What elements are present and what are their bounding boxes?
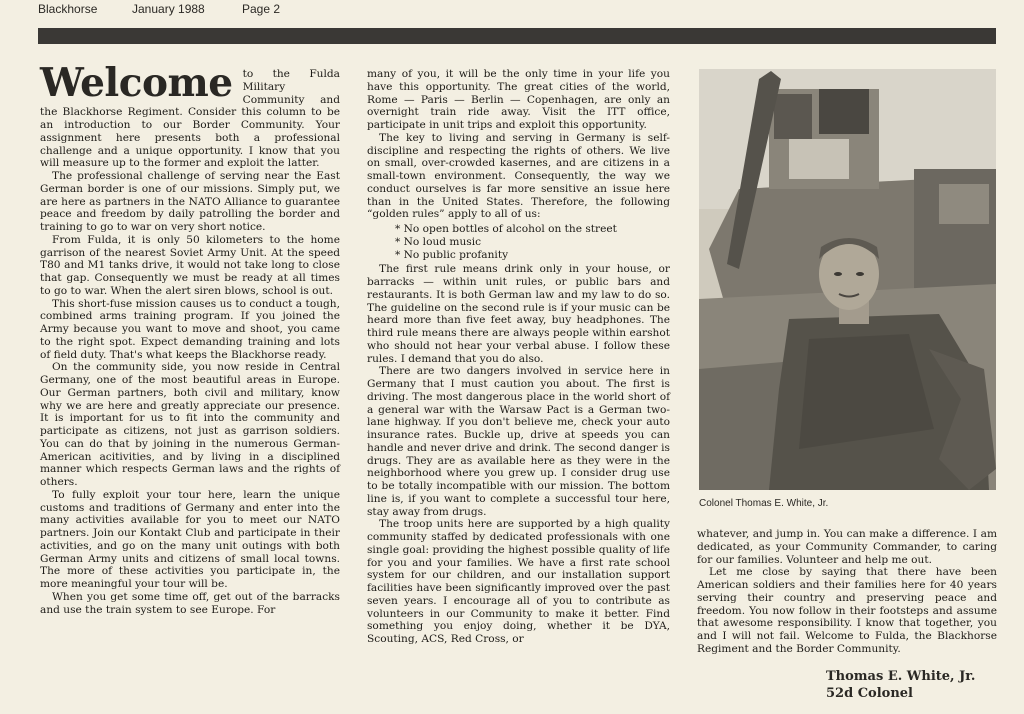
intro-text: to the Fulda Military Community and the Blackhorse Regiment. Consider this column to be an introduction to our Border Community. Your assignment here presents both a professional challenge and a unique opportunity. I know that you will measure up to the former and exploit the latter. xyxy=(40,68,340,170)
column-3 xyxy=(697,528,997,656)
paragraph: This short-fuse mission causes us to conduct a tough, combined arms training program. If you joined the Army because you want to move and shoot, you came to the right spot. Expect demanding training and lots of field duty. That's what keeps the Blackhorse ready. xyxy=(40,297,340,361)
list-item: * No loud music xyxy=(395,235,482,248)
paragraph: The troop units here are supported by a high quality community staffed by dedicated professionals with one single goal: providing the highest possible quality of life for you and your families. We have a first rate school system for our children, and our installation support facilities have been significantly improved over the past seven years. I encourage all of you to contribute as volunteers in our Community to make it better. Find something you enjoy doing, whether it be DYA, Scouting, ACS, Red Cross, or xyxy=(367,518,670,645)
paragraph: The first rule means drink only in your house, or barracks — within unit rules, or public bars and restaurants. It is both German law and my law to do so. The guideline on the second rule is if your music can be heard more than five feet away, buy headphones. The third rule means there are always people within earshot who should not hear your verbal abuse. I follow these rules. I demand that you do also. xyxy=(367,263,670,365)
golden-rules-list xyxy=(395,223,670,261)
paragraph: On the community side, you now reside in Central Germany, one of the most beautiful areas in Europe. Our German partners, both civil and military, know why we are here and greatly appreciate our presence. It is important for us to fit into the community and participate as citizens, not just as garrison soldiers. You can do that by joining in the numerous German-American acitivities, and by living in a disciplined manner which respects German laws and the rights of others. xyxy=(40,361,340,488)
publication-name: Blackhorse xyxy=(38,2,98,16)
signature-block xyxy=(826,668,975,702)
paragraph: There are two dangers involved in service here in Germany that I must caution you about. The first is driving. The most dangerous place in the world short of a general war with the Warsaw Pact is a German two-lane highway. If you don't believe me, check your auto insurance rates. Buckle up, drive at speeds you can handle and never drive and drink. The second danger is drugs. They are as available here as they were in the neighborhood where you grew up. I consider drug use to be totally incompatible with our mission. The bottom line is, if you want to complete a successful tour here, stay away from drugs. xyxy=(367,365,670,518)
list-item: * No open bottles of alcohol on the street xyxy=(395,223,617,235)
header-rule-bar xyxy=(38,28,996,44)
paragraph: From Fulda, it is only 50 kilometers to the home garrison of the nearest Soviet Army Unit. At the speed T80 and M1 tanks drive, it would not take long to close that gap. Consequently we must be ready at all times to go to war. When the alert siren blows, school is out. xyxy=(40,233,340,297)
welcome-heading: Welcome xyxy=(40,60,233,106)
photo-caption: Colonel Thomas E. White, Jr. xyxy=(699,498,829,509)
paragraph: The key to living and serving in Germany is self-discipline and respecting the rights of others. We live on small, over-crowded kasernes, and are citizens in a small-town environment. Consequently, the way we conduct ourselves is far more sensitive an issue here than in the United States. Therefore, the following “golden rules” apply to all of us: xyxy=(367,131,670,221)
page-number: Page 2 xyxy=(242,2,281,16)
column-1 xyxy=(40,60,340,616)
paragraph: When you get some time off, get out of the barracks and use the train system to see Europe. For xyxy=(40,590,340,616)
column-2 xyxy=(367,68,670,646)
intro-paragraph xyxy=(40,60,340,170)
paragraph: The professional challenge of serving near the East German border is one of our missions. Simply put, we are here as partners in the NATO Alliance to guarantee peace and freedom by daily patrolling the border and training to go to war on very short notice. xyxy=(40,170,340,233)
paragraph: To fully exploit your tour here, learn the unique customs and traditions of Germany and enter into the many activities available for you to meet our NATO partners. Join our Kontakt Club and participate in their activities, and go on the many unit outings with both German Army units and citizens of small local towns. The more of these activities you participate in, the more meaningful your tour will be. xyxy=(40,488,340,590)
list-item: * No public profanity xyxy=(395,248,509,261)
paragraph: Let me close by saying that there have been American soldiers and their families here for 40 years serving their country and preserving peace and freedom. You now follow in their footsteps and assume that awesome responsibility. I know that together, you and I will not fail. Welcome to Fulda, the Blackhorse Regiment and the Border Community. xyxy=(697,566,997,655)
signature-name: Thomas E. White, Jr. xyxy=(826,669,976,684)
paragraph: whatever, and jump in. You can make a difference. I am dedicated, as your Community Commander, to caring for our families. Volunteer and help me out. xyxy=(697,528,997,566)
issue-date: January 1988 xyxy=(132,2,205,16)
colonel-photo xyxy=(699,69,996,490)
signature-title: 52d Colonel xyxy=(826,686,913,701)
paragraph: many of you, it will be the only time in your life you have this opportunity. The great cities of the world, Rome — Paris — Berlin — Copenhagen, are only an overnight train ride away. Visit the ITT office, participate in unit trips and exploit this opportunity. xyxy=(367,68,670,131)
tank-soldier-photo-icon xyxy=(699,69,996,490)
